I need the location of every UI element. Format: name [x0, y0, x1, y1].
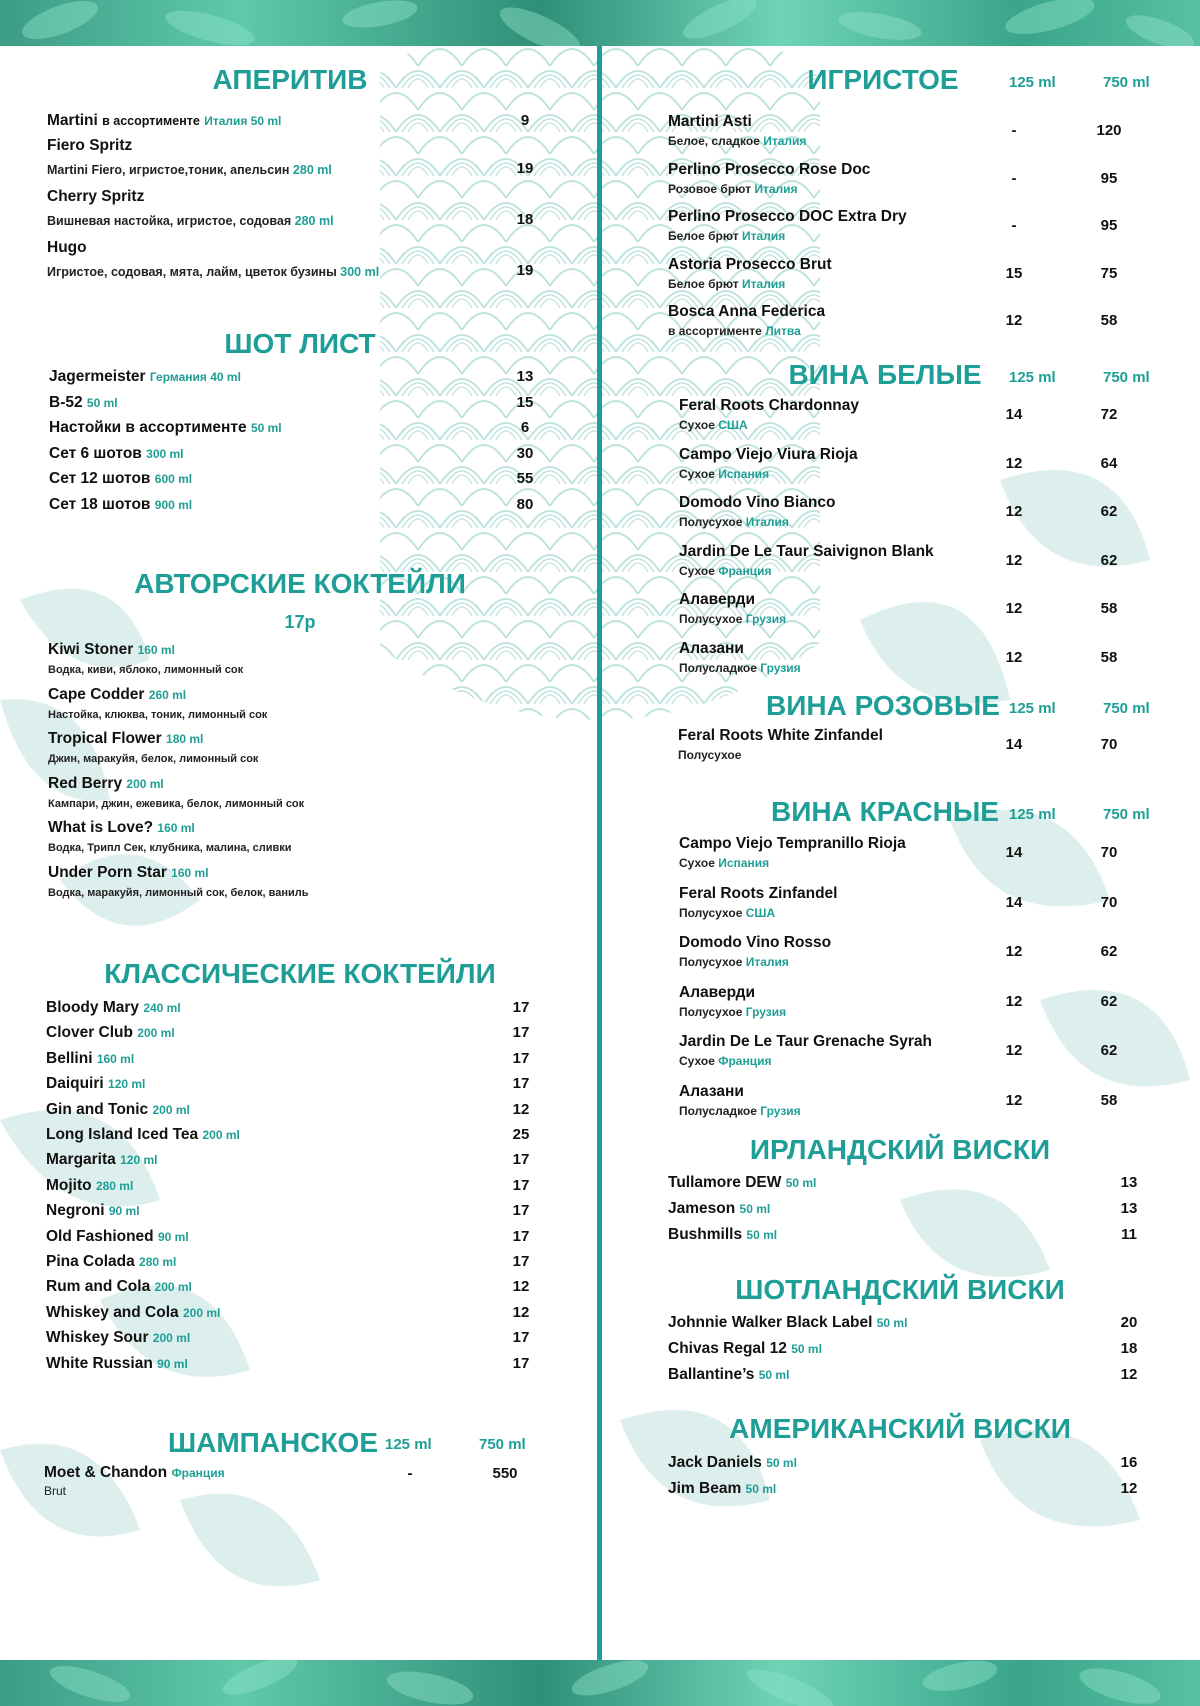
- menu-item-name: Алазани: [679, 639, 744, 657]
- item-price: 18: [516, 211, 534, 228]
- item-price-750: 72: [1100, 406, 1118, 423]
- item-volume: 200 ml: [154, 1280, 192, 1295]
- item-volume: 160 ml: [137, 643, 175, 657]
- item-price-125: 12: [1005, 551, 1023, 569]
- item-price-750: 64: [1100, 454, 1118, 472]
- item-name: Tropical Flower: [48, 730, 162, 747]
- item-name: Mojito: [46, 1176, 92, 1194]
- item-volume: 50 ml: [766, 1456, 797, 1470]
- item-price: 13: [1120, 1174, 1138, 1191]
- item-volume: 50 ml: [746, 1228, 778, 1242]
- menu-item-name: Domodo Vino Bianco: [679, 494, 836, 511]
- menu-item-name: [668, 1480, 776, 1498]
- menu-item-name: [668, 1226, 777, 1244]
- item-volume: 90 ml: [108, 1204, 140, 1219]
- item-name: Сет 12 шотов: [49, 470, 151, 487]
- menu-item-name: [668, 1340, 822, 1358]
- item-volume: 90 ml: [157, 1229, 189, 1244]
- item-style: Полусладкое: [679, 660, 757, 675]
- menu-item-name: Алаверди: [679, 591, 756, 608]
- menu-item-name: [44, 1464, 225, 1482]
- menu-item-name: Martini Asti: [668, 113, 752, 130]
- menu-item-name: [46, 1202, 140, 1220]
- item-price-750: 58: [1100, 600, 1118, 617]
- item-price: 19: [516, 160, 534, 177]
- item-name: Сет 18 шотов: [49, 495, 151, 513]
- item-price: 30: [516, 444, 534, 462]
- section-title-white: ВИНА БЕЛЫЕ: [788, 359, 982, 390]
- item-volume: 300 ml: [146, 446, 184, 461]
- item-style: в ассортименте: [668, 324, 762, 338]
- menu-item-name: [668, 1314, 907, 1332]
- column-header-125: 125 ml: [1009, 700, 1056, 717]
- menu-item-description: [679, 564, 771, 578]
- item-style: Сухое: [679, 1054, 715, 1068]
- item-volume: 200 ml: [182, 1305, 221, 1320]
- item-country: США: [718, 418, 748, 432]
- item-name: Whiskey Sour: [46, 1329, 149, 1347]
- menu-item-name: Perlino Prosecco Rose Doc: [668, 160, 871, 178]
- menu-item-name: Domodo Vino Rosso: [679, 934, 832, 951]
- menu-item-description: [679, 661, 801, 675]
- item-name: Jameson: [668, 1200, 736, 1217]
- item-price-750: 62: [1100, 943, 1118, 960]
- item-price-125: 12: [1005, 1091, 1023, 1109]
- item-name: What is Love?: [48, 819, 154, 836]
- item-volume: 180 ml: [166, 732, 204, 746]
- menu-item-name: [46, 999, 181, 1017]
- item-volume: 90 ml: [157, 1356, 188, 1371]
- section-title-american: АМЕРИКАНСКИЙ ВИСКИ: [729, 1413, 1071, 1444]
- menu-item-name: Fiero Spritz: [47, 137, 133, 154]
- item-price: 80: [516, 495, 534, 513]
- column-header-750: 750 ml: [1103, 74, 1150, 91]
- menu-item-name: Feral Roots Chardonnay: [679, 397, 859, 414]
- item-price-125: -: [1011, 122, 1017, 139]
- item-name: Ballantine’s: [668, 1366, 755, 1383]
- menu-item-name: Campo Viejo Tempranillo Rioja: [679, 835, 906, 852]
- item-name: Red Berry: [48, 774, 123, 792]
- item-price-750: 62: [1100, 503, 1118, 520]
- menu-item-description: [679, 467, 769, 481]
- item-volume: 200 ml: [126, 776, 164, 791]
- section-title-rose: ВИНА РОЗОВЫЕ: [766, 690, 1000, 721]
- menu-item-name: [46, 1050, 134, 1068]
- menu-item-description: [668, 229, 785, 243]
- signature-price: 17р: [284, 612, 316, 632]
- item-price: 17: [512, 1354, 530, 1372]
- item-price-750: 58: [1100, 1091, 1118, 1109]
- item-country: Италия: [745, 515, 789, 529]
- item-price: 17: [512, 1202, 530, 1220]
- item-name: Bloody Mary: [46, 999, 140, 1016]
- item-price-125: -: [1011, 217, 1017, 234]
- menu-item-description: [668, 277, 785, 291]
- item-price-750: 95: [1100, 217, 1118, 234]
- item-volume: 280 ml: [95, 1178, 134, 1193]
- menu-item-name: [46, 1329, 190, 1347]
- item-name: Moet & Chandon: [44, 1464, 168, 1481]
- menu-item-name: [668, 1174, 816, 1192]
- menu-item-name: [48, 730, 203, 748]
- menu-item-name: [49, 368, 241, 386]
- item-country: Италия: [742, 229, 786, 243]
- item-style: Сухое: [679, 856, 715, 870]
- menu-item-description: [47, 163, 332, 177]
- item-price: 55: [516, 470, 534, 487]
- menu-item-name: Feral Roots Zinfandel: [679, 884, 838, 902]
- item-price: 17: [512, 1329, 530, 1347]
- item-price: 12: [512, 1303, 530, 1321]
- column-header-750: 750 ml: [1103, 806, 1150, 823]
- menu-item-name: [46, 1177, 133, 1195]
- item-name: Under Porn Star: [48, 863, 167, 881]
- item-volume: 200 ml: [202, 1128, 240, 1142]
- item-price-750: 120: [1096, 122, 1122, 139]
- item-price: 17: [512, 1049, 530, 1067]
- item-name: Daiquiri: [46, 1075, 104, 1093]
- item-name: White Russian: [46, 1354, 153, 1372]
- item-volume: Германия 40 ml: [149, 370, 241, 384]
- menu-item-description: Кампари, джин, ежевика, белок, лимонный сок: [48, 797, 305, 810]
- item-volume: 160 ml: [157, 821, 195, 835]
- menu-item-name: Perlino Prosecco DOC Extra Dry: [668, 208, 907, 225]
- item-volume: 200 ml: [137, 1026, 175, 1041]
- menu-item-name: [668, 1454, 797, 1472]
- item-price-125: 12: [1005, 312, 1023, 329]
- item-volume: 50 ml: [86, 395, 118, 410]
- section-title-classic: КЛАССИЧЕСКИЕ КОКТЕЙЛИ: [104, 958, 496, 989]
- item-volume: 280 ml: [292, 163, 332, 177]
- menu-item-name: [668, 1366, 789, 1384]
- item-name: Jack Daniels: [668, 1454, 762, 1471]
- menu-item-name: [49, 496, 192, 514]
- section-title-champagne: ШАМПАНСКОЕ: [168, 1427, 379, 1458]
- item-price-125: 12: [1005, 992, 1023, 1010]
- menu-item-name: Jardin De Le Taur Saivignon Blank: [679, 542, 934, 560]
- item-price: 12: [512, 1100, 530, 1118]
- section-title-aperitif: АПЕРИТИВ: [212, 64, 368, 95]
- item-country: Грузия: [760, 660, 801, 675]
- menu-item-description: Водка, Трипл Сек, клубника, малина, сливки: [48, 842, 292, 854]
- menu-item-name: [46, 1304, 220, 1322]
- item-style: Белое брют: [668, 276, 739, 291]
- menu-item-name: Astoria Prosecco Brut: [668, 255, 832, 273]
- item-volume: 160 ml: [96, 1051, 135, 1066]
- column-header-125: 125 ml: [1009, 806, 1056, 823]
- item-country: Италия: [763, 134, 807, 148]
- item-price: 20: [1120, 1314, 1138, 1331]
- item-volume: 50 ml: [876, 1316, 908, 1330]
- column-header-125: 125 ml: [385, 1436, 432, 1453]
- menu-item-description: [679, 612, 786, 626]
- menu-item-description: [678, 748, 741, 762]
- menu-item-name: [46, 1075, 145, 1093]
- item-country: Грузия: [745, 1004, 787, 1019]
- item-note: в ассортименте: [102, 114, 200, 128]
- item-name: Сет 6 шотов: [49, 444, 142, 462]
- item-price: 16: [1120, 1454, 1138, 1471]
- menu-item-name: Cherry Spritz: [47, 188, 145, 205]
- item-volume: 50 ml: [791, 1342, 822, 1356]
- column-header-750: 750 ml: [479, 1436, 526, 1453]
- item-price: 9: [520, 112, 530, 129]
- menu-item-name: [48, 686, 186, 704]
- item-price: 13: [516, 368, 534, 385]
- item-price: 12: [512, 1278, 530, 1296]
- item-price: 11: [1121, 1226, 1137, 1243]
- item-name: Martini: [47, 112, 98, 129]
- item-style: Сухое: [679, 466, 715, 481]
- item-name: Rum and Cola: [46, 1278, 151, 1296]
- item-description: Martini Fiero, игристое,тоник, апельсин: [47, 163, 290, 177]
- item-name: Kiwi Stoner: [48, 641, 134, 658]
- item-style: Полусухое: [678, 748, 742, 762]
- menu-item-name: Алаверди: [679, 983, 756, 1001]
- item-price-125: 15: [1005, 264, 1023, 282]
- menu-item-name: [46, 1355, 188, 1373]
- menu-item-name: [46, 1278, 192, 1296]
- item-country: Франция: [718, 563, 772, 578]
- menu-item-name: Jardin De Le Taur Grenache Syrah: [679, 1033, 932, 1050]
- item-price-125: 14: [1005, 844, 1023, 861]
- item-price: 13: [1120, 1200, 1138, 1217]
- section-title-irish: ИРЛАНДСКИЙ ВИСКИ: [749, 1134, 1051, 1165]
- item-price-125: 12: [1005, 1042, 1023, 1059]
- item-style: Полусухое: [679, 955, 743, 969]
- item-name: Gin and Tonic: [46, 1100, 149, 1118]
- item-name: Bellini: [46, 1049, 93, 1067]
- item-name: Old Fashioned: [46, 1227, 154, 1245]
- item-style: Полусухое: [679, 515, 743, 529]
- column-header-750: 750 ml: [1103, 700, 1150, 717]
- item-price-750: 95: [1100, 169, 1118, 187]
- menu-item-name: [668, 1200, 770, 1218]
- section-title-scotch: ШОТЛАНДСКИЙ ВИСКИ: [735, 1274, 1065, 1305]
- item-country: Франция: [718, 1054, 772, 1068]
- item-name: Jagermeister: [49, 368, 146, 385]
- item-name: Bushmills: [668, 1226, 743, 1243]
- item-price-125: 14: [1005, 406, 1023, 423]
- menu-item-name: Алазани: [679, 1082, 744, 1100]
- item-style: Полусухое: [679, 612, 743, 626]
- menu-item-name: [49, 445, 184, 463]
- item-description: Игристое, содовая, мята, лайм, цветок бузины: [47, 265, 337, 279]
- item-style: Розовое брют: [668, 181, 751, 196]
- item-price: 6: [520, 419, 530, 436]
- item-price-125: 12: [1005, 600, 1023, 617]
- menu-item-name: [46, 1151, 157, 1169]
- item-price: 12: [1120, 1480, 1138, 1497]
- item-price-750: 70: [1100, 736, 1118, 753]
- item-price-125: 12: [1005, 454, 1023, 472]
- item-volume: 280 ml: [139, 1255, 177, 1269]
- item-volume: 200 ml: [152, 1331, 191, 1346]
- item-price-125: -: [1011, 169, 1017, 187]
- menu-item-name: [49, 394, 118, 412]
- item-volume: 50 ml: [785, 1176, 817, 1190]
- item-name: Pina Colada: [46, 1253, 135, 1270]
- item-volume: 280 ml: [294, 214, 334, 228]
- item-name: Jim Beam: [668, 1480, 742, 1497]
- item-name: B-52: [49, 393, 83, 411]
- item-volume: 120 ml: [108, 1077, 146, 1092]
- item-style: Полусухое: [679, 1004, 743, 1019]
- item-name: Clover Club: [46, 1024, 133, 1042]
- menu-item-name: [46, 1126, 240, 1144]
- column-header-750: 750 ml: [1103, 369, 1150, 386]
- menu-item-name: [48, 641, 175, 659]
- item-price-750: 58: [1100, 648, 1118, 666]
- menu-item-name: Bosca Anna Federica: [668, 303, 826, 320]
- menu-item-description: [679, 1054, 771, 1068]
- column-header-125: 125 ml: [1009, 74, 1056, 91]
- item-volume: 160 ml: [171, 865, 209, 880]
- menu-item-description: [679, 906, 775, 920]
- menu-item-description: [679, 1005, 786, 1019]
- item-name: Johnnie Walker Black Label: [668, 1314, 873, 1331]
- menu-item-name: [49, 470, 192, 488]
- item-volume: 120 ml: [120, 1153, 158, 1168]
- item-name: Настойки в ассортименте: [49, 419, 247, 436]
- item-price-125: 12: [1005, 503, 1023, 520]
- item-volume: 50 ml: [758, 1368, 790, 1382]
- item-price: 17: [512, 1253, 530, 1270]
- menu-item-name: [48, 775, 164, 793]
- item-price-125: 14: [1005, 736, 1023, 753]
- menu-item-name: Feral Roots White Zinfandel: [678, 727, 883, 744]
- item-style: Белое брют: [668, 229, 739, 243]
- item-country: Испания: [718, 856, 770, 870]
- item-price: 17: [512, 1075, 530, 1093]
- item-country: Италия: [745, 955, 789, 969]
- item-name: Margarita: [46, 1151, 116, 1169]
- item-price-750: 62: [1100, 1042, 1118, 1059]
- item-country: Италия: [742, 276, 786, 291]
- menu-item-name: [48, 864, 209, 882]
- item-name: Long Island Iced Tea: [46, 1126, 199, 1143]
- menu-item-description: [679, 856, 769, 870]
- menu-item-description: [47, 265, 379, 279]
- item-name: Negroni: [46, 1202, 105, 1220]
- item-price: 25: [512, 1126, 530, 1143]
- item-price-750: 70: [1100, 893, 1118, 911]
- menu-item-description: Водка, маракуйя, лимонный сок, белок, ваниль: [48, 886, 309, 899]
- menu-item-description: [47, 214, 334, 228]
- menu-item-name: [46, 1228, 189, 1246]
- item-country: Грузия: [760, 1103, 801, 1118]
- item-price: 18: [1120, 1340, 1138, 1357]
- menu-item-name: [47, 112, 281, 130]
- menu-item-description: Brut: [44, 1484, 67, 1498]
- item-price-125: 12: [1005, 648, 1023, 666]
- item-volume: 260 ml: [148, 687, 187, 702]
- section-title-sparkling: ИГРИСТОЕ: [807, 64, 959, 95]
- item-price-125: -: [407, 1465, 413, 1482]
- item-name: Cape Codder: [48, 685, 145, 703]
- item-volume: 600 ml: [154, 472, 193, 486]
- item-volume: 50 ml: [745, 1482, 777, 1496]
- item-volume: 900 ml: [154, 497, 193, 512]
- menu-item-description: [679, 955, 789, 969]
- item-name: Whiskey and Cola: [46, 1303, 179, 1321]
- item-price-750: 62: [1100, 551, 1118, 569]
- item-volume: 50 ml: [739, 1202, 771, 1216]
- menu-item-name: Hugo: [47, 239, 87, 256]
- item-price-125: 12: [1005, 943, 1023, 960]
- item-price: 17: [512, 1151, 530, 1169]
- item-style: Сухое: [679, 418, 715, 432]
- item-price: 17: [512, 1227, 530, 1245]
- column-header-125: 125 ml: [1009, 369, 1056, 386]
- item-price-125: 14: [1005, 893, 1023, 911]
- menu-item-description: [679, 1104, 801, 1118]
- item-volume: 50 ml: [250, 421, 282, 435]
- item-price-750: 550: [492, 1465, 518, 1482]
- menu-item-name: [49, 419, 282, 437]
- item-description: Вишневая настойка, игристое, содовая: [47, 214, 292, 228]
- menu-item-name: [46, 1253, 176, 1271]
- item-style: Полусухое: [679, 905, 743, 920]
- item-country: Италия: [754, 181, 798, 196]
- column-divider: [597, 46, 602, 1660]
- item-price-750: 75: [1100, 264, 1118, 282]
- item-country: Грузия: [745, 612, 787, 626]
- item-price: 17: [512, 999, 530, 1016]
- menu-item-name: Campo Viejo Viura Rioja: [679, 445, 858, 463]
- item-volume: 240 ml: [143, 1001, 181, 1015]
- item-style: Сухое: [679, 563, 715, 578]
- item-volume: 300 ml: [340, 265, 380, 279]
- menu-item-description: [668, 134, 806, 148]
- menu-item-description: [679, 418, 748, 432]
- item-price: 12: [1120, 1366, 1138, 1383]
- menu-item-description: [668, 324, 801, 338]
- item-country: Испания: [718, 466, 770, 481]
- item-country: США: [745, 905, 776, 920]
- item-volume: 200 ml: [152, 1102, 190, 1117]
- menu-item-description: Водка, киви, яблоко, лимонный сок: [48, 664, 244, 676]
- item-style: Полусладкое: [679, 1103, 757, 1118]
- menu-item-description: [668, 182, 798, 196]
- item-volume: Франция: [171, 1466, 225, 1480]
- item-price-750: 62: [1100, 992, 1118, 1010]
- menu-item-name: [48, 819, 195, 837]
- item-price: 17: [512, 1176, 530, 1194]
- item-style: Белое, сладкое: [668, 134, 760, 148]
- item-price-750: 58: [1100, 312, 1118, 329]
- menu-item-name: [46, 1024, 175, 1042]
- item-volume: Италия 50 ml: [204, 114, 282, 128]
- item-price-750: 70: [1100, 844, 1118, 861]
- menu-item-description: Джин, маракуйя, белок, лимонный сок: [48, 753, 259, 765]
- menu-item-name: [46, 1101, 190, 1119]
- item-name: Chivas Regal 12: [668, 1340, 787, 1357]
- item-price: 19: [516, 262, 534, 279]
- item-country: Литва: [765, 324, 801, 338]
- section-title-red: ВИНА КРАСНЫЕ: [771, 796, 999, 827]
- item-price: 17: [512, 1024, 530, 1042]
- section-title-signature: АВТОРСКИЕ КОКТЕЙЛИ: [134, 568, 466, 599]
- item-name: Tullamore DEW: [668, 1174, 782, 1191]
- menu-item-description: [679, 515, 789, 529]
- section-title-shots: ШОТ ЛИСТ: [224, 328, 376, 359]
- item-price: 15: [516, 393, 534, 411]
- menu-item-description: Настойка, клюква, тоник, лимонный сок: [48, 708, 268, 721]
